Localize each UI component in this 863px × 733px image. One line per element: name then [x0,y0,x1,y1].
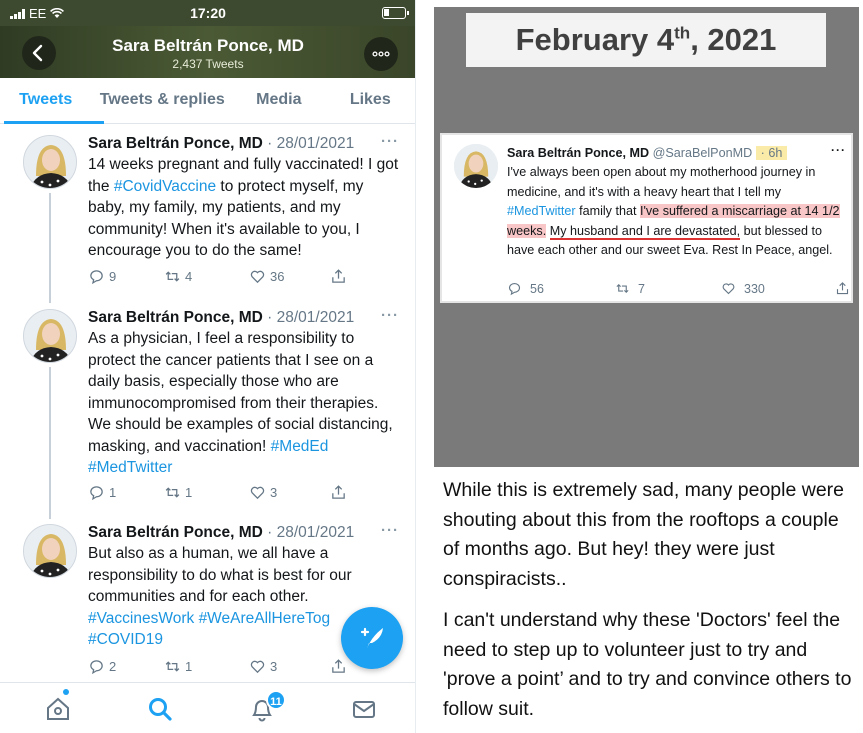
thread-line [49,367,51,519]
share-button[interactable] [330,482,347,502]
avatar[interactable] [23,135,77,189]
tweet-header [88,309,354,327]
retweet-icon [615,281,630,296]
tweet-count: 2,437 Tweets [172,57,244,71]
share-icon [330,268,347,285]
heart-icon [249,268,266,285]
retweet-icon [164,484,181,501]
battery-icon [382,7,406,19]
author-name[interactable]: Sara Beltrán Ponce, MD [88,135,263,152]
tweet-text-part: to protect myself, my baby, my family, my patients, and my community! When it's available to you, I encourage you to do the same! [88,177,364,259]
like-button[interactable] [721,281,765,296]
share-button[interactable] [330,266,347,286]
like-count: 36 [270,268,285,284]
reply-count: 2 [109,658,117,674]
reply-count: 56 [530,281,544,296]
commentary-paragraph: While this is extremely sad, many people were shouting about this from the rooftops a couple of months ago. But hey! they were just conspiracists.. [443,479,844,590]
reply-button[interactable] [88,266,116,286]
commentary-text [443,476,859,733]
compose-feather-icon [358,624,386,652]
tweet-actions [88,482,358,502]
tweet-date: · 28/01/2021 [267,524,355,541]
tweet-date: · 28/01/2021 [267,309,355,326]
tweet-text-part: But also as a human, we all have a responsibility to do what is best for our communities and for each other. [88,545,352,605]
profile-tabs [0,78,416,124]
retweet-count: 1 [185,484,193,500]
nav-messages[interactable] [350,695,378,723]
thread-line [49,193,51,303]
tweet-header [88,524,354,542]
tab-likes[interactable]: Likes [349,91,391,108]
retweet-button[interactable] [164,482,192,502]
reply-icon [88,658,105,675]
mail-icon [350,695,378,723]
tweet-date: · 28/01/2021 [267,135,355,152]
avatar[interactable] [23,309,77,363]
hashtag-link[interactable]: #MedEd [270,437,329,455]
date-suffix: th [674,23,691,43]
like-count: 3 [270,658,278,674]
separator: · [760,146,765,160]
retweet-count: 7 [638,281,645,296]
tweet-text-part: family that [575,204,640,218]
share-icon [330,484,347,501]
notification-badge: 11 [266,690,286,710]
tweet-text-part: 14 weeks pregnant and fully vaccinated! I got the [88,156,399,195]
like-button[interactable] [249,656,277,676]
avatar[interactable] [23,524,77,578]
more-options-button[interactable] [364,37,398,71]
reply-count: 9 [109,268,117,284]
commentary-paragraph: I can't understand why these 'Doctors' feel the need to step up to volunteer just to try and 'prove a point’ and to try and convince others to follow suit. [443,609,852,720]
tweet-menu-icon[interactable]: ··· [381,133,399,150]
nav-search[interactable] [146,695,174,723]
twitter-profile-screenshot [0,0,416,733]
tweet[interactable] [0,135,416,300]
hashtag-link[interactable]: #WeAreAllHereTog [198,609,331,627]
retweet-count: 1 [185,658,193,674]
share-button[interactable] [330,656,347,676]
date-main: February 4 [515,22,675,57]
profile-name: Sara Beltrán Ponce, MD [112,36,304,55]
avatar[interactable] [454,144,498,188]
tweet-actions [88,656,358,676]
author-name[interactable]: Sara Beltrán Ponce, MD [88,309,263,326]
date-banner [466,13,826,67]
reply-button[interactable] [507,281,544,296]
carrier-name: EE [29,6,47,21]
tweet-header [507,146,787,160]
tweet-header [88,135,354,153]
tweet-text-part: As a physician, I feel a responsibility to protect the cancer patients that I see on a daily basis, especially those who are immunocompromised from their therapies. We should be examples of social distancing, masking, and vaccination! [88,330,393,455]
reply-button[interactable] [88,482,116,502]
tweet-text [507,163,847,261]
date-year: , 2021 [690,22,777,57]
tweet-text-part: I've always been open about my motherhood journey in medicine, and it's with a heavy heart that I tell my [507,165,816,199]
clock: 17:20 [190,5,226,21]
active-tab-indicator [4,121,104,124]
author-name[interactable]: Sara Beltrán Ponce, MD [88,524,263,541]
hashtag-link[interactable]: #COVID19 [88,631,163,648]
heart-icon [721,281,736,296]
embedded-tweet[interactable] [440,133,853,303]
news-screenshot-panel [434,7,859,467]
like-count: 3 [270,484,278,500]
like-button[interactable] [249,482,277,502]
profile-header [0,26,416,78]
more-icon [364,37,398,71]
tweet-actions [507,281,853,299]
retweet-button[interactable] [164,266,192,286]
hashtag-link[interactable]: #CovidVaccine [113,177,217,195]
reply-icon [507,281,522,296]
reply-icon [88,268,105,285]
search-icon [146,695,174,723]
tweet-age [756,146,788,160]
underlined-text: My husband and I are devastated, [549,223,741,238]
tab-tweets-replies[interactable]: Tweets & replies [99,91,225,108]
hashtag-link[interactable]: #MedTwitter [88,459,173,476]
author-name[interactable]: Sara Beltrán Ponce, MD [507,146,650,160]
tweet-menu-icon[interactable]: ··· [831,143,846,157]
status-bar [0,0,416,26]
tweet-actions [88,266,358,286]
home-icon [44,695,72,723]
like-button[interactable] [249,266,284,286]
tweet-text [88,154,400,262]
hashtag-link[interactable]: #MedTwitter [507,204,576,218]
retweet-count: 4 [185,268,193,284]
nav-home[interactable] [44,695,72,723]
highlighted-text: I've suffered a miscarriage at 14 1/2 weeks. [507,204,840,238]
like-count: 330 [744,281,765,296]
hashtag-link[interactable]: #VaccinesWork [88,609,195,627]
age-value: 6h [768,146,783,160]
tweet-text-part: but blessed to have each other and our sweet Eva. Rest In Peace, angel. [507,223,833,257]
reply-count: 1 [109,484,117,500]
new-content-dot [63,689,69,695]
retweet-icon [164,658,181,675]
tab-media[interactable]: Media [256,91,302,108]
reply-button[interactable] [88,656,116,676]
tweet[interactable] [0,309,416,514]
retweet-icon [164,268,181,285]
heart-icon [249,658,266,675]
author-handle[interactable]: @SaraBelPonMD [652,146,753,160]
share-icon [330,658,347,675]
tab-tweets[interactable]: Tweets [19,91,73,108]
reply-icon [88,484,105,501]
tweet-menu-icon[interactable]: ··· [381,522,399,539]
tweet-text [88,328,400,479]
compose-tweet-button[interactable] [341,607,403,669]
heart-icon [249,484,266,501]
share-icon [835,281,850,296]
share-button[interactable] [835,281,850,296]
retweet-button[interactable] [615,281,645,296]
retweet-button[interactable] [164,656,192,676]
tweet-menu-icon[interactable]: ··· [381,307,399,324]
